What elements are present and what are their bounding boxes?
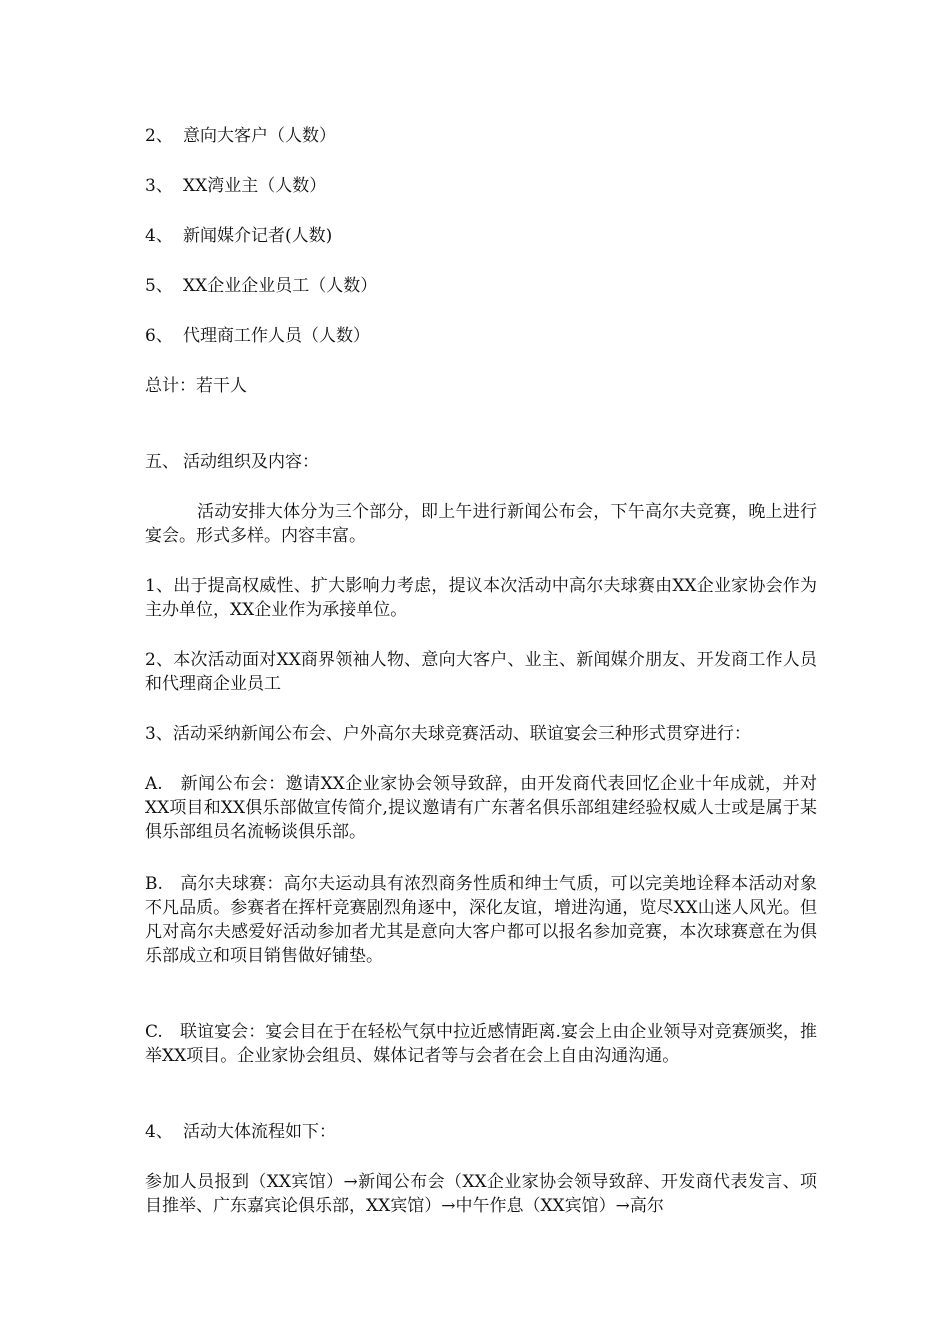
- list-number: 4、: [145, 226, 173, 246]
- section-number: 五、: [145, 452, 179, 472]
- subsection-number: 4、: [145, 1122, 173, 1142]
- list-number: 3、: [145, 176, 173, 196]
- list-text: 意向大客户（人数）: [183, 126, 336, 146]
- list-number: 6、: [145, 326, 173, 346]
- section-title: 活动组织及内容：: [183, 452, 319, 472]
- list-item: [145, 274, 377, 298]
- total-line: 总计：若干人: [145, 376, 247, 396]
- section-heading: [145, 450, 319, 474]
- paragraph-2: 2、本次活动面对XX商界领袖人物、意向大客户、业主、新闻媒介朋友、开发商工作人员和代理商企业员工: [145, 650, 817, 694]
- paragraph-b: B. 高尔夫球赛：高尔夫运动具有浓烈商务性质和绅士气质，可以完美地诠释本活动对象不凡品质。参赛者在挥杆竞赛剧烈角逐中，深化友谊，增进沟通，览尽XX山迷人风光。但凡对高尔夫感爱好活动参加者尤其是意向大客户都可以报名参加竞赛，本次球赛意在为俱乐部成立和项目销售做好铺垫。: [145, 874, 817, 966]
- subsection-heading: [145, 1120, 336, 1144]
- list-text: XX企业企业员工（人数）: [183, 276, 378, 296]
- paragraph-a: A. 新闻公布会：邀请XX企业家协会领导致辞，由开发商代表回忆企业十年成就，并对XX项目和XX俱乐部做宣传简介,提议邀请有广东著名俱乐部组建经验权威人士或是属于某俱乐部组员名流畅谈俱乐部。: [145, 774, 817, 842]
- list-item: [145, 324, 370, 348]
- list-item: [145, 224, 332, 248]
- list-text: 新闻媒介记者(人数): [183, 226, 333, 246]
- list-number: 5、: [145, 276, 173, 296]
- flow-paragraph: 参加人员报到（XX宾馆）→新闻公布会（XX企业家协会领导致辞、开发商代表发言、项目推举、广东嘉宾论俱乐部，XX宾馆）→中午作息（XX宾馆）→高尔: [145, 1172, 817, 1216]
- paragraph-c: C. 联谊宴会：宴会目在于在轻松气氛中拉近感情距离.宴会上由企业领导对竞赛颁奖，推举XX项目。企业家协会组员、媒体记者等与会者在会上自由沟通沟通。: [145, 1022, 817, 1066]
- list-item: [145, 124, 336, 148]
- intro-paragraph: 活动安排大体分为三个部分，即上午进行新闻公布会，下午高尔夫竞赛，晚上进行宴会。形式多样。内容丰富。: [145, 502, 817, 546]
- list-item: [145, 174, 326, 198]
- list-text: XX湾业主（人数）: [183, 176, 327, 196]
- subsection-title: 活动大体流程如下：: [183, 1122, 336, 1142]
- paragraph-3: 3、活动采纳新闻公布会、户外高尔夫球竞赛活动、联谊宴会三种形式贯穿进行：: [145, 724, 751, 744]
- paragraph-1: 1、出于提高权威性、扩大影响力考虑，提议本次活动中高尔夫球赛由XX企业家协会作为主办单位，XX企业作为承接单位。: [145, 576, 817, 620]
- list-text: 代理商工作人员（人数）: [183, 326, 370, 346]
- list-number: 2、: [145, 126, 173, 146]
